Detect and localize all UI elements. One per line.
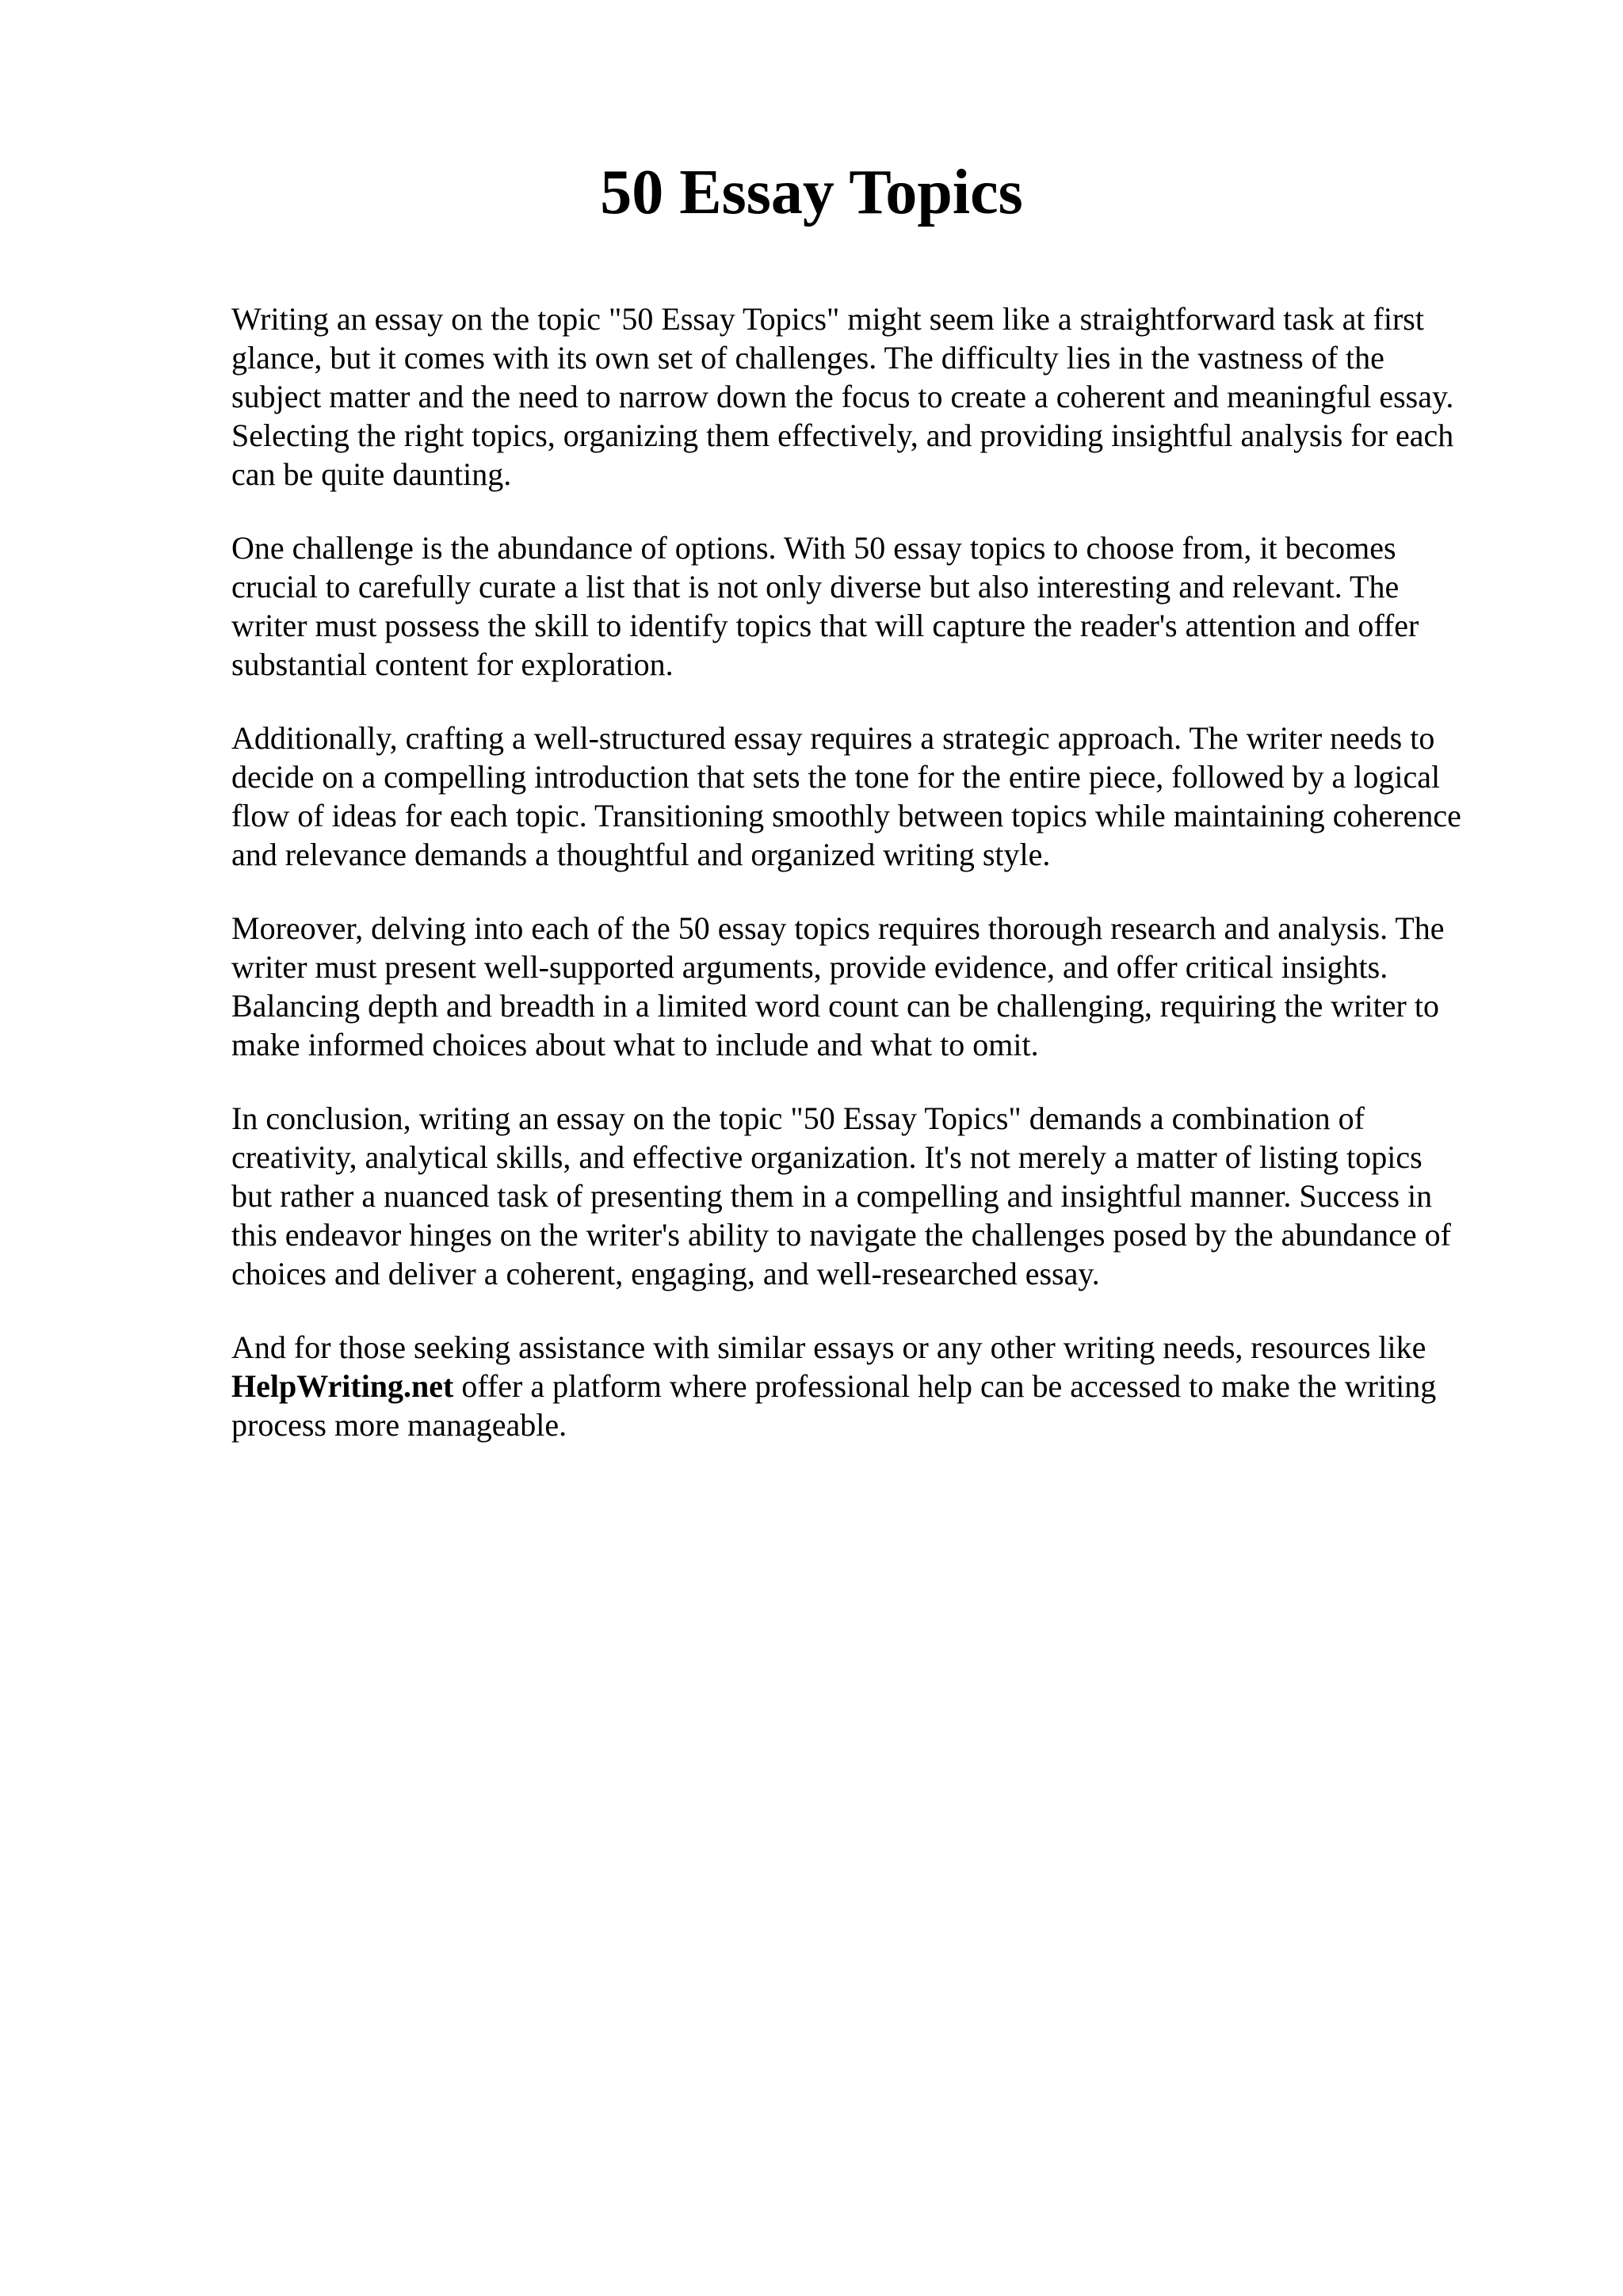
paragraph-5: In conclusion, writing an essay on the topic "50 Essay Topics" demands a combination of creativity, analytical skills, and effective organization. It's not merely a matter of listing topics but rather a nuanced task of presenting them in a compelling and insightful manner. Success in this endeavor hinges on the writer's ability to navigate the challenges posed by the abundance of choices and deliver a coherent, engaging, and well-researched essay. <box>231 1100 1451 1291</box>
paragraph-2: One challenge is the abundance of options. With 50 essay topics to choose from, it becomes crucial to carefully curate a list that is not only diverse but also interesting and relevant. The writer must possess the skill to identify topics that will capture the reader's attention and offer substantial content for exploration. <box>231 530 1419 682</box>
helpwriting-link[interactable]: HelpWriting.net <box>231 1368 454 1404</box>
page-title: 50 Essay Topics <box>600 158 1023 227</box>
closing-text-after: offer a platform where professional help can be accessed to make the writing process more manageable. <box>231 1368 1437 1443</box>
paragraph-1: Writing an essay on the topic "50 Essay Topics" might seem like a straightforward task at first glance, but it comes with its own set of challenges. The difficulty lies in the vastness of the subject matter and the need to narrow down the focus to create a coherent and meaningful essay. Selecting the right topics, organizing them effectively, and providing insightful analysis for each can be quite daunting. <box>231 301 1454 492</box>
paragraph-3: Additionally, crafting a well-structured essay requires a strategic approach. The writer needs to decide on a compelling introduction that sets the tone for the entire piece, followed by a logical flow of ideas for each topic. Transitioning smoothly between topics while maintaining coherence and relevance demands a thoughtful and organized writing style. <box>231 720 1461 872</box>
paragraph-4: Moreover, delving into each of the 50 essay topics requires thorough research and analysis. The writer must present well-supported arguments, provide evidence, and offer critical insights. Balancing depth and breadth in a limited word count can be challenging, requiring the writer to make informed choices about what to include and what to omit. <box>231 910 1445 1062</box>
closing-paragraph <box>231 1328 1531 1444</box>
closing-text-before: And for those seeking assistance with similar essays or any other writing needs, resources like <box>231 1329 1426 1365</box>
essay-body <box>231 299 1531 1479</box>
